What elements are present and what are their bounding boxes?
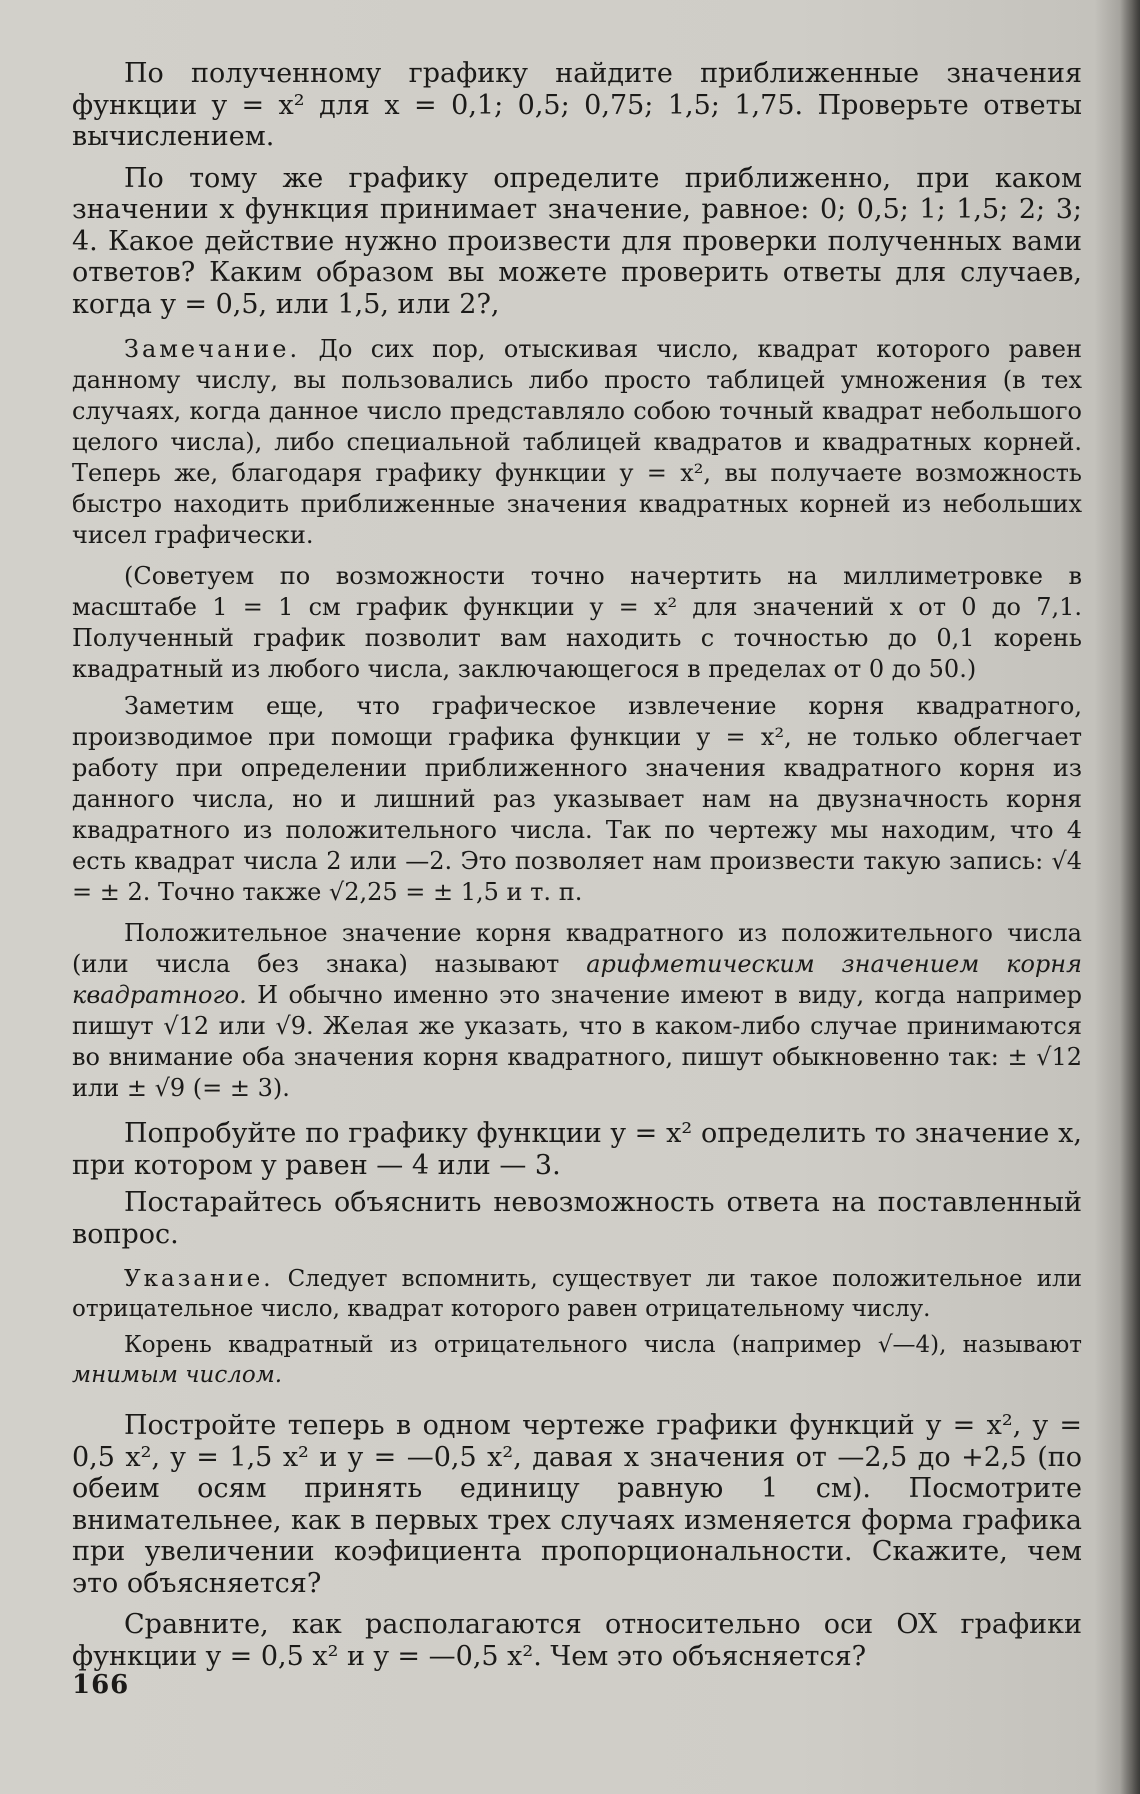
page-number: 166 (72, 1670, 130, 1700)
paragraph-try-negative: Попробуйте по графику функции y = x² определить то значение x, при котором y равен — 4 или — 3. (72, 1118, 1082, 1181)
paragraph-advice: (Советуем по возможности точно начертить на миллиметровке в масштабе 1 = 1 см график функции y = x² для значений x от 0 до 7,1. Полученный график позволит вам находить с точностью до 0,1 корень квадратный из любого числа, заключающегося в пределах от 0 до 50.) (72, 562, 1082, 683)
paragraph-compare: Сравните, как располагаются относительно оси OX графики функции y = 0,5 x² и y = —0,5 x². Чем это объясняется? (72, 1609, 1082, 1672)
paragraph-explain: Постарайтесь объяснить невозможность ответа на поставленный вопрос. (72, 1187, 1082, 1250)
arithmetic-term: арифметическим значением корня квадратного. (72, 950, 1082, 1009)
paragraph-hint (72, 1264, 1082, 1324)
arithmetic-intro: Положительное значение корня квадратного из положительного числа (или числа без знака) называют (72, 919, 1082, 978)
paragraph-remark (72, 334, 1082, 551)
page-edge-shadow (1120, 0, 1140, 1794)
paragraph-arithmetic-value (72, 918, 1082, 1104)
remark-text: До сих пор, отыскивая число, квадрат которого равен данному числу, вы пользовались либо просто таблицей умножения (в тех случаях, когда данное число представляло собою точный квадрат небольшого целого числа), либо специальной таблицей квадратов и квадратных корней. Теперь же, благодаря графику функции y = x², вы получаете возможность быстро находить приближенные значения квадратных корней из небольших чисел графически. (72, 335, 1082, 549)
imaginary-term: мнимым числом. (72, 1362, 283, 1388)
paragraph-find-values: По полученному графику найдите приближенные значения функции y = x² для x = 0,1; 0,5; 0,75; 1,5; 1,75. Проверьте ответы вычислением. (72, 58, 1082, 152)
arithmetic-rest: И обычно именно это значение имеют в виду, когда например пишут √12 или √9. Желая же указать, что в каком-либо случае принимаются во внимание оба значения корня квадратного, пишут обыкновенно так: ± √12 или ± √9 (= ± 3). (72, 981, 1082, 1102)
paragraph-note-two-roots: Заметим еще, что графическое извлечение корня квадратного, производимое при помощи графика функции y = x², не только облегчает работу при определении приближенного значения квадратного корня из данного числа, но и лишний раз указывает нам на двузначность корня квадратного из положительного числа. Так по чертежу мы находим, что 4 есть квадрат числа 2 или —2. Это позволяет нам произвести такую запись: √4 = ± 2. Точно также √2,25 = ± 1,5 и т. п. (72, 692, 1082, 906)
hint-text: Следует вспомнить, существует ли такое положительное или отрицательное число, квадрат которого равен отрицательному числу. (72, 1266, 1082, 1322)
paragraph-imaginary (72, 1330, 1082, 1390)
hint-label: Указание. (124, 1266, 274, 1292)
paragraph-determine-x: По тому же графику определите приближенно, при каком значении x функция принимает значение, равное: 0; 0,5; 1; 1,5; 2; 3; 4. Какое действие нужно произвести для проверки полученных вами ответов? Каким образом вы можете проверить ответы для случаев, когда y = 0,5, или 1,5, или 2?, (72, 162, 1082, 320)
paragraph-construct-graphs: Постройте теперь в одном чертеже графики функций y = x², y = 0,5 x², y = 1,5 x² и y = —0,5 x², давая x значения от —2,5 до +2,5 (по обеим осям принять единицу равную 1 см). Посмотрите внимательнее, как в первых трех случаях изменяется форма графика при увеличении коэфициента пропорциональности. Скажите, чем это объясняется? (72, 1410, 1082, 1599)
page-text (72, 58, 1082, 1672)
remark-label: Замечание. (124, 335, 301, 363)
imaginary-intro: Корень квадратный из отрицательного числа (например √—4), называют (124, 1332, 1082, 1358)
